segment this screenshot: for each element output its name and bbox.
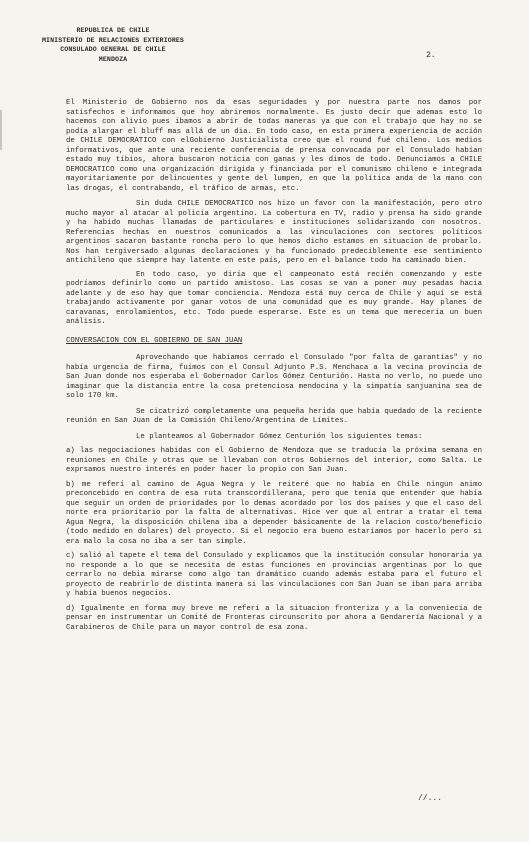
list-item-a: a) las negociaciones habidas con el Gobierno de Mendoza que se traducía la próxima semana en reuniones en Chile y otras que se llevaban con otros Gobiernos del interior, como Salta. Le exprsamos nuestro interés en poder hacer lo propio con San Juan. <box>66 447 482 474</box>
letterhead-city: MENDOZA <box>98 55 128 63</box>
paragraph-manifestation: Sin duda CHILE DEMOCRATICO nos hizo un favor con la manifestación, pero otro mucho mayor al atacar al policía argentino. La cobertura en TV, radio y prensa ha sido grande y ha habido muchas llamadas de particulares e instituciones solidarizando con nosotros. Referencias hechas en nuestros comunicados a las vinculaciones con sectores políticos argentinos sacaron bastante roncha pero lo que hemos dicho estamos en situacion de probarlo. Nos han tergiversado algunas declaraciones y ha funcionado predeciblemente ese sentimiento antichileno que siempre hay latente en este país, pero en el balance todo ha caminado bien. <box>66 200 482 265</box>
list-item-d: d) Igualmente en forma muy breve me referí a la situacion fronteriza y a la conveniecia de pensar en instrumentar un Comité de Fronteras circunscrito por ahora a Gendarería Nacional y a Carabineros de Chile para un mayor control de esa zona. <box>66 604 482 632</box>
section-heading: CONVERSACION CON EL GOBIERNO DE SAN JUAN <box>66 336 243 345</box>
document-body <box>66 99 482 633</box>
list-item-b: b) me referí al camino de Agua Negra y le reiteré que no había en Chile ningun animo preconcebido en contra de esa ruta transcordillerana, pero que tenía que entender que había que seguir un orden de prioridades por lo demas acordado por los dos países y que el caso del norte era prioritario por la falta de alternativas. Hice ver que al entrar a tratar el tema Agua Negra, la disposición chilena iba a depender básicamente de la relacion costo/beneficio (todo medido en dolares) del proyecto. Si el negocio era bueno estaríamos por hacerlo pero si era malo la cosa no iba a ser tan simple. <box>66 480 482 546</box>
scan-margin-mark <box>0 110 2 150</box>
letterhead-consulate: CONSULADO GENERAL DE CHILE <box>60 46 166 54</box>
page-number: 2. <box>426 51 436 60</box>
continuation-mark: //... <box>418 794 443 803</box>
list-item-c: c) salió al tapete el tema del Consulado y explicamos que la institución consular honoraria ya no responde a lo que se necesita de estas funciones en provincias argentinas por lo que cerrarlo no debia mirarse como algo tan dramático cuando además estaba para el futuro el proyecto de reabrirlo de distinta manera si las vinculaciones con San Juan se iban para arriba y había buenos negocios. <box>66 552 482 598</box>
paragraph-topics-intro: Le planteamos al Gobernador Gómez Centurión los siguientes temas: <box>136 432 423 441</box>
paragraph-san-juan-visit: Aprovechando que habíamos cerrado el Consulado "por falta de garantías" y no había urgencia de firma, fuimos con el Consul Adjunto P.S. Menchaca a la vecina provincia de San Juan donde nos esperaba el Gobernador Carlos Gómez Centurión. Hasta no verlo, no puede uno imaginar que la distancia entre la cosa pretenciosa mendocina y la simpatía sanjuanina sea de solo 170 km. <box>66 354 482 400</box>
letterhead <box>18 26 208 64</box>
paragraph-ministry-assurances: El Ministerio de Gobierno nos da esas seguridades y por nuestra parte nos damos por satisfechos e informamos que hoy abriremos normalmente. Es justo decir que ademas esto lo hacemos con alivio pues íbamos a abrir de todas maneras ya que con el trabajo que hay no se podía alargar el bluff mas allá de un dia. En todo caso, en esta primera experiencia de acción de CHILE DEMOCRATICO con elGobierno Justicialista creo que el round fué chileno. Los medios informativos, que ante una reciente conferencia de prensa convocada por el Consulado habían estado muy tibios, ahora buscaron noticia con ganas y les dimos de todo. Denunciamos a CHILE DEMOCRATICO como una organización dirigida y financiada por el comunismo chileno e integrada mayoritariamente por delincuentes y gente del lumpen, en que la política anda de la mano con las drogas, el contrabando, el tráfico de armas, etc. <box>66 99 482 193</box>
paragraph-healed-wound: Se cicatrizó completamente una pequeña herida que había quedado de la reciente reunión en San Juan de la Comisión Chileno/Argentina de Límites. <box>66 407 482 425</box>
letterhead-ministry: MINISTERIO DE RELACIONES EXTERIORES <box>42 36 184 44</box>
paragraph-championship: En todo caso, yo diría que el campeonato está recién comenzando y este podríamos definirlo como un partido amistoso. Las cosas se van a poner muy pesadas hacia adelante y de eso hay que tomar conciencia. Mendoza está muy cerca de Chile y aquí se está trabajando activamente por ganar votos de una comunidad que es muy grande. Hay planes de caravanas, enrolamientos, etc. Todo puede esperarse. Este es un tema que merecería un buen análisis. <box>66 270 482 326</box>
letterhead-republic: REPUBLICA DE CHILE <box>76 27 150 34</box>
